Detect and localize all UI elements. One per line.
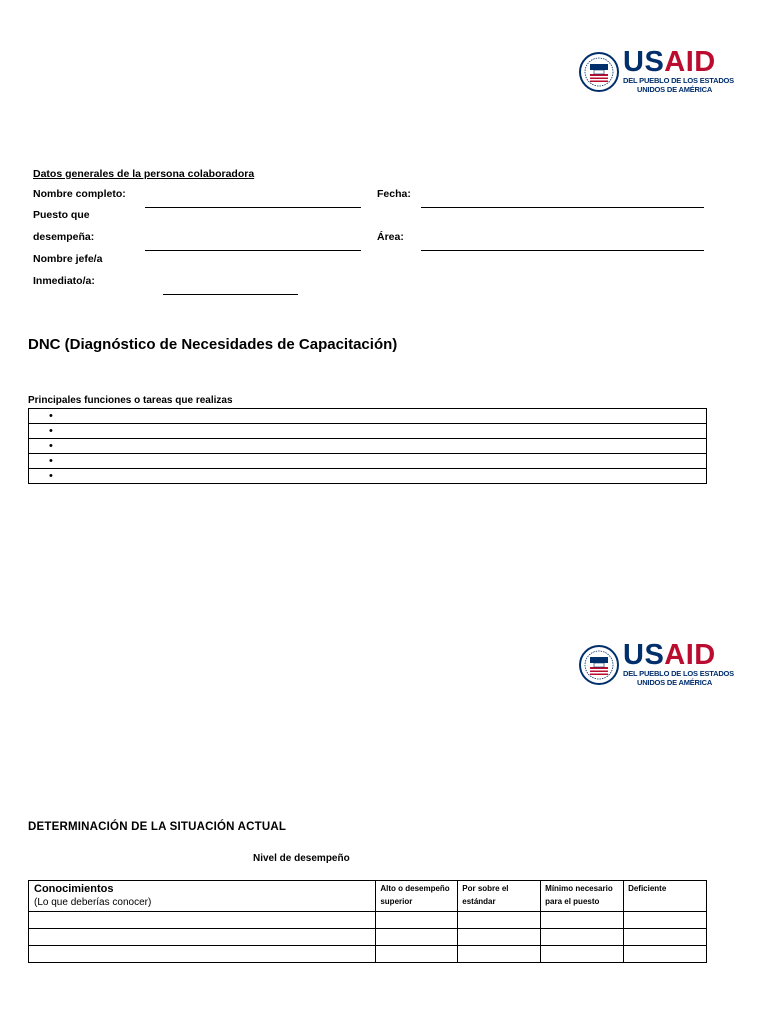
- logo-tagline-2: UNIDOS DE AMÉRICA: [637, 85, 713, 94]
- dnc-title: DNC (Diagnóstico de Necesidades de Capacitación): [28, 336, 398, 353]
- puesto-label-2: desempeña:: [33, 231, 95, 243]
- logo-tagline-2: UNIDOS DE AMÉRICA: [637, 678, 713, 687]
- col-por-sobre: Por sobre el estándar: [458, 881, 541, 912]
- fecha-label: Fecha:: [377, 188, 411, 200]
- fecha-field[interactable]: [421, 207, 704, 208]
- general-data-heading: Datos generales de la persona colaboradora: [33, 168, 255, 180]
- task-row[interactable]: [29, 439, 707, 454]
- jefe-label-2: Inmediato/a:: [33, 275, 95, 287]
- usaid-logo: [579, 46, 734, 94]
- nivel-label: Nivel de desempeño: [253, 853, 350, 864]
- task-bullet: •: [29, 424, 707, 439]
- tasks-label: Principales funciones o tareas que realizas: [28, 395, 233, 406]
- task-row[interactable]: [29, 424, 707, 439]
- knowledge-table: [28, 880, 707, 963]
- usaid-seal-icon: [579, 52, 619, 92]
- table-row[interactable]: [29, 946, 707, 963]
- task-bullet: •: [29, 454, 707, 469]
- logo-tagline-1: DEL PUEBLO DE LOS ESTADOS: [623, 76, 734, 85]
- jefe-label-1: Nombre jefe/a: [33, 253, 103, 265]
- col-conocimientos-title: Conocimientos: [34, 883, 114, 895]
- col-alto: Alto o desempeño superior: [376, 881, 458, 912]
- task-bullet: •: [29, 469, 707, 484]
- task-row[interactable]: [29, 409, 707, 424]
- jefe-field[interactable]: [163, 294, 298, 295]
- usaid-logo: [579, 639, 734, 687]
- logo-tagline-1: DEL PUEBLO DE LOS ESTADOS: [623, 669, 734, 678]
- knowledge-header-row: [29, 881, 707, 912]
- usaid-wordmark: USAID: [623, 639, 716, 671]
- puesto-label-1: Puesto que: [33, 209, 90, 221]
- task-bullet: •: [29, 409, 707, 424]
- task-bullet: •: [29, 439, 707, 454]
- table-row[interactable]: [29, 912, 707, 929]
- col-deficiente: Deficiente: [624, 881, 707, 912]
- puesto-field[interactable]: [145, 250, 361, 251]
- tasks-table: [28, 408, 707, 484]
- col-conocimientos: [29, 881, 376, 912]
- task-row[interactable]: [29, 454, 707, 469]
- table-row[interactable]: [29, 929, 707, 946]
- col-conocimientos-sub: (Lo que deberías conocer): [34, 897, 152, 908]
- area-field[interactable]: [421, 250, 704, 251]
- col-minimo: Mínimo necesario para el puesto: [541, 881, 624, 912]
- area-label: Área:: [377, 231, 404, 243]
- usaid-seal-icon: [579, 645, 619, 685]
- usaid-wordmark: USAID: [623, 46, 716, 78]
- task-row[interactable]: [29, 469, 707, 484]
- nombre-field[interactable]: [145, 207, 361, 208]
- situation-heading: DETERMINACIÓN DE LA SITUACIÓN ACTUAL: [28, 821, 287, 833]
- nombre-label: Nombre completo:: [33, 188, 126, 200]
